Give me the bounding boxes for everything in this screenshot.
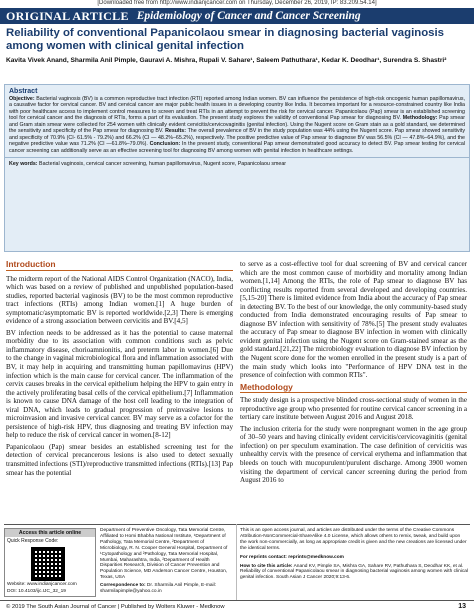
article-title: Reliability of conventional Papanicolaou smear in diagnosing bacterial vaginosis among women with clinical genital infection	[6, 27, 445, 52]
license-block	[240, 528, 468, 581]
methods-paragraph-1: The study design is a prospective blinded cross-sectional study of women in the reproductive age group who presented for routine cervical cancer screening in a tertiary care institute between August 2016 and August 2018.	[240, 396, 467, 422]
methodology-label: Methodology:	[402, 115, 438, 122]
left-column	[6, 260, 233, 480]
page-footer	[0, 600, 474, 613]
results-label: Results:	[165, 128, 186, 135]
reprints-contact: For reprints contact: reprints@medknow.com	[240, 554, 344, 560]
qr-label: Quick Response Code:	[7, 538, 59, 544]
footer-column-divider	[236, 524, 237, 600]
journal-section: Epidemiology of Cancer and Cancer Screening	[136, 10, 361, 22]
citation	[240, 564, 468, 582]
intro-paragraph-2: BV infection needs to be addressed as it has the potential to cause maternal morbidity due to its association with common conditions such as pelvic inflammatory disease, chorioamnionitis, and preterm labor in women.[6] Due to the change in vaginal microbiological flora and inflammation associated with BV, it may help in acquiring and transmitting human papillomavirus (HPV) infection which is the main cause for cervical cancer. The inflammation of the cervix causes breaks in the cervical epithelium helping the HPV to gain entry in the actively proliferating basal cells of the cervical epithelium.[7] Inflammation is known to cause DNA damage of the host cell leading to the integration of viral DNA, which leads to gradual progression of preinvasive lesions to microinvasion and invasive cervical cancer. BV may serve as a cofactor for the persistence of high-risk HPV, thus diagnosing and treating BV infection may help to reduce the risk of cervical cancer in women.[8-12]	[6, 328, 233, 440]
website-link[interactable]: Website: www.indianjcancer.com	[7, 582, 77, 587]
abstract-box	[4, 84, 470, 252]
right-column	[240, 260, 467, 488]
methodology-heading: Methodology	[240, 383, 467, 394]
abstract-body	[5, 96, 469, 154]
results-text: The overall prevalence of BV in the study population was 44% using the Nugent score. Pap smear showed sensitivity and specificity of 70.9% (CI- 61.5% - 79.2%) and 66.2% (CI — 48.2%–65.2%), respectively. The positive predictive value of Pap smear to diagnose BV was 56.5% (CI — 47.8%–64.9%), and the negative predictive value was 71.2% (CI —61.8%–79.0%).	[9, 128, 465, 148]
correspondence-label: Correspondence to:	[100, 583, 146, 589]
correspondence	[100, 583, 232, 595]
intro-paragraph-3: Papanicolaou (Pap) smear besides an established screening test for the detection of cervical precancerous lesions is also used to detect sexually transmitted infections (STI)/reproductive transmitted infections (RTIs).[13] Pap smear has the potential	[6, 442, 233, 477]
keywords-text: Bacterial vaginosis, cervical cancer screening, human papillomavirus, Nugent score, Papanicolaou smear	[39, 161, 287, 168]
objective-label: Objective:	[9, 96, 35, 102]
license-text: This is an open access journal, and articles are distributed under the terms of the Creative Commons Attribution-NonCommercial-ShareAlike 4.0 License, which allows others to remix, tweak, and build upon the work non-commercially, as long as appropriate credit is given and the new creations are licensed under the identical terms.	[240, 528, 467, 551]
download-note: [Downloaded free from http://www.indianjcancer.com on Thursday, December 26, 2019, IP: 83.209.54.14]	[97, 0, 377, 6]
author-list: Kavita Vivek Anand, Sharmila Anil Pimple, Gauravi A. Mishra, Rupali V. Sahare¹, Saleem Pathuthara¹, Kedar K. Deodhar¹, Surendra S. Shastri²	[6, 57, 447, 64]
qr-code-icon[interactable]	[31, 547, 65, 581]
conclusion-label: Conclusion:	[149, 141, 181, 148]
affiliations-block	[100, 528, 232, 595]
citation-text: Anand KV, Pimple SA, Mishra GA, Sahare RV, Pathuthara S, Deodhar KK, et al. Reliability of conventional Papanicolaou smear in diagnosing bacterial vaginosis among women with clinical genital infection. South Asian J Cancer 2020;9:13-6.	[240, 563, 468, 581]
access-box	[4, 528, 96, 597]
intro-paragraph-1: The midterm report of the National AIDS Control Organization (NACO), India, which was based on a review of published and unpublished population-based studies, reported bacterial vaginosis (BV) to be the most common reproductive tract infections (RTIs) among Indian women.[1] A huge burden of symptomatic/asymptomatic BV is reported worldwide.[2,3] There is emerging evidence of a strong association between cervicitis and BV.[4,5]	[6, 274, 233, 326]
correspondence-text: Dr. Sharmila Anil Pimple, E-mail: sharmilapimple@yahoo.co.in	[100, 583, 216, 595]
affiliations-text: Department of Preventive Oncology, Tata Memorial Centre, Affiliated to Homi Bhabha National Institute, ¹Department of Pathology, Tata Memorial Centre, ²Department of Microbiology, R. N. Cooper General Hospital, Department of ¹Cytopathology and ²Pathology, Tata Memorial Hospital, Mumbai, Maharashtra, India, ²Department of Health Disparities Research, Division of Cancer Prevention and Population Science, MD Anderson Cancer Centre, Houston, Texas, USA	[100, 528, 228, 581]
article-type: ORIGINAL ARTICLE	[6, 8, 129, 23]
access-heading: Access this article online	[5, 529, 95, 537]
footer-rule	[4, 524, 470, 525]
keywords-label: Key words:	[9, 161, 38, 168]
objective-text: Bacterial vaginosis (BV) is a common reproductive tract infection (RTI) reported among Indian women. BV can influence the persistence of high-risk oncogenic human papillomavirus, a causative factor for cervical cancer. BV and cervical cancer are major public health issues in a developing country like India. It becomes important for a resource-constrained country like India with poor healthcare access to implement control measures to screen and treat RTIs in an attempt to prevent the risk for cervical cancer. Papanicolaou (Pap) smear is an established screening tool for cervical cancer and the diagnosis of RTIs, forms a part of its evaluation. The present study explores the validity of conventional Pap smear for diagnosing BV.	[9, 96, 465, 122]
page-number: 13	[458, 603, 466, 610]
journal-header-bar	[0, 8, 474, 24]
doi-link[interactable]: DOI: 10.4103/ijc.IJC_32_19	[7, 589, 66, 594]
conclusion-text: In the present study, conventional Pap smear demonstrated good accuracy to detect BV. Pap smear testing for cervical cancer screening can additionally serve as an effective screening tool for diagnosing BV among women with genital infection in healthcare settings.	[9, 141, 465, 154]
methodology-text: Pap smear and Gram stain smear were collected for 254 women with clinically evident cervicitis/cervicovaginitis (genital infection). Using the Nugent score on Gram stain as a gold standard, we determined the sensitivity and specificity of the Pap smear for diagnosing BV.	[9, 115, 465, 135]
intro-paragraph-4: to serve as a cost-effective tool for dual screening of BV and cervical cancer which are the most common cause of morbidity and mortality among Indian women.[1,14] Among the RTIs, the role of Pap smear to diagnose BV has conflicting results reported from several developed and developing countries.[5,15-20] There is limited evidence from India about the accuracy of Pap smear in detecting BV. To the best of our knowledge, the only community-based study conducted from India demonstrated encouraging results of Pap smear to diagnose BV infection with sensitivity of 78%.[5] The present study evaluates the accuracy of Pap smear to diagnose BV infection in women with clinically evident genital infection using the Nugent score on Gram-stained smear as the gold standard.[21,22] The microbiology evaluation to diagnose BV infection by the Nugent score done for the women enrolled in the present study is a part of the main study which looks into "Performance of HPV DNA test in the presence of coinfection with common RTIs".	[240, 260, 467, 380]
introduction-heading: Introduction	[6, 260, 233, 271]
abstract-heading: Abstract	[9, 88, 38, 95]
methods-paragraph-2: The inclusion criteria for the study were nonpregnant women in the age group of 30–50 years and having clinically evident cervicitis/cervicovaginitis (genital infection) on per speculum examination. The case definition of cervicitis was unhealthy cervix with the presence of cervical erythema and inflammation that bleeds on touch with mucopurulent/purulent discharge. Among 3900 women visiting the department of cervical cancer screening during the period from August 2016 to	[240, 424, 467, 485]
keywords-row	[5, 157, 469, 167]
copyright-line: © 2019 The South Asian Journal of Cancer | Published by Wolters Kluwer - Medknow	[6, 604, 225, 610]
citation-label: How to cite this article:	[240, 563, 293, 569]
